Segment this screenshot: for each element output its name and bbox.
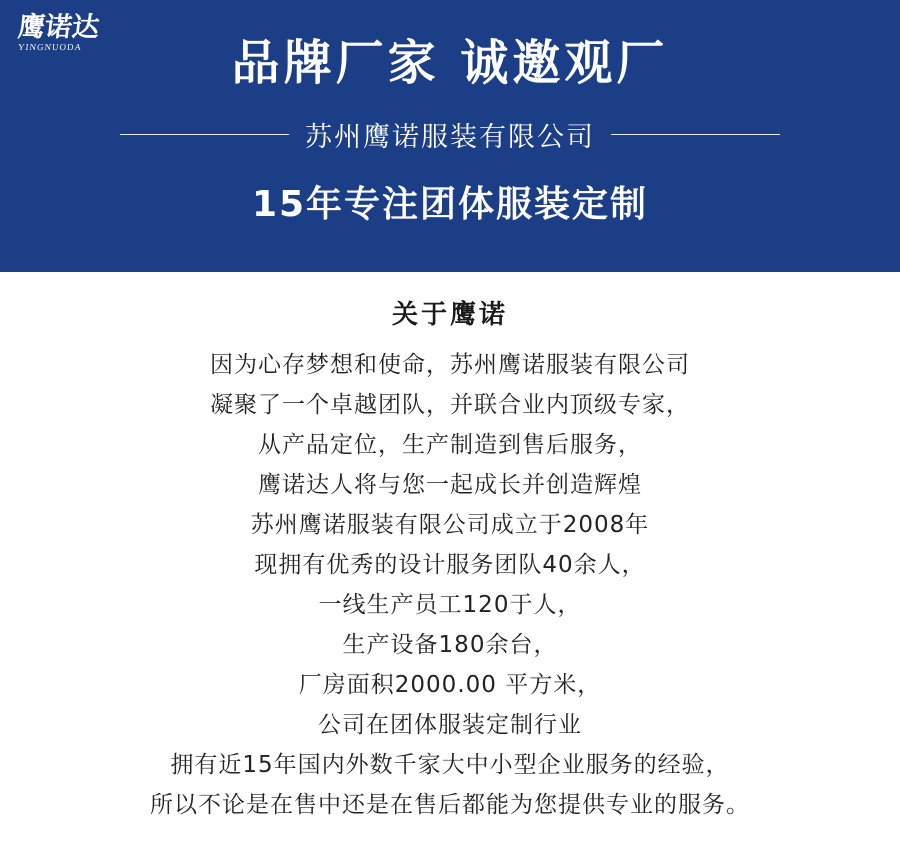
about-line: 公司在团体服装定制行业	[318, 712, 582, 738]
about-line: 一线生产员工120于人，	[318, 592, 582, 618]
about-title: 关于鹰诺	[391, 300, 508, 330]
about-line: 厂房面积2000.00 平方米，	[298, 672, 602, 698]
about-line: 从产品定位，生产制造到售后服务，	[258, 432, 642, 458]
divider-line-right	[611, 134, 780, 135]
banner-headline: 品牌厂家 诚邀观厂	[231, 35, 669, 91]
logo-wordmark: 鹰诺达	[16, 12, 101, 43]
about-line: 鹰诺达人将与您一起成长并创造辉煌	[258, 472, 642, 498]
about-line: 因为心存梦想和使命，苏州鹰诺服装有限公司	[210, 352, 690, 378]
banner-subtitle: 苏州鹰诺服装有限公司	[305, 122, 595, 154]
about-line: 苏州鹰诺服装有限公司成立于2008年	[250, 512, 650, 538]
about-line: 现拥有优秀的设计服务团队40余人，	[254, 552, 646, 578]
about-line: 凝聚了一个卓越团队，并联合业内顶级专家，	[210, 392, 690, 418]
about-line: 拥有近15年国内外数千家大中小型企业服务的经验，	[170, 752, 730, 778]
about-line: 生产设备180余台，	[342, 632, 558, 658]
hero-banner	[0, 0, 900, 272]
banner-divider-row	[120, 115, 780, 154]
about-section	[0, 272, 900, 825]
about-line: 所以不论是在售中还是在售后都能为您提供专业的服务。	[150, 792, 750, 818]
banner-content	[0, 0, 900, 272]
divider-line-left	[120, 134, 289, 135]
banner-tagline: 15年专注团体服装定制	[251, 184, 649, 226]
logo-subtext: YINGNUODA	[17, 42, 83, 52]
